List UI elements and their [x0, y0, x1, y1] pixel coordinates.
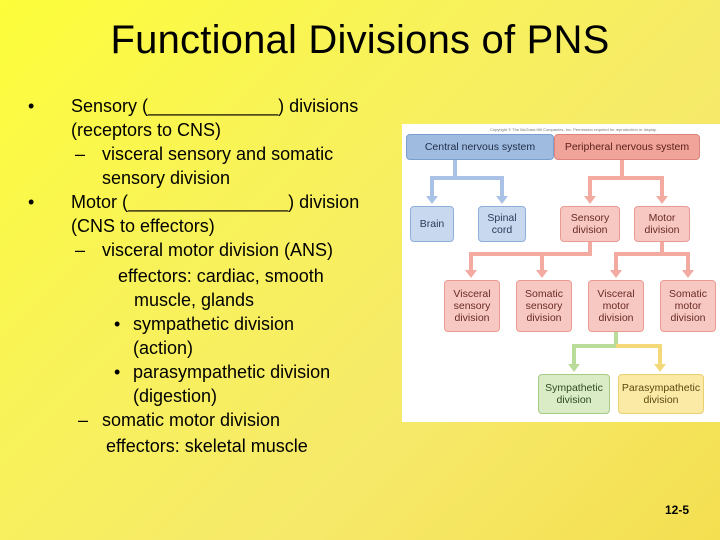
bullet-sensory-line2: (receptors to CNS): [71, 120, 222, 140]
slide-title: Functional Divisions of PNS: [110, 18, 610, 62]
sub-somatic-motor-line1: somatic motor division: [102, 410, 281, 430]
sympathetic-line2: (action): [133, 338, 194, 358]
sub-visceral-motor-line3: muscle, glands: [134, 290, 255, 310]
bullet-motor-line2: (CNS to effectors): [71, 216, 215, 236]
spinal-cord-box: Spinal cord: [478, 206, 526, 242]
dash-visceral-sensory: –: [75, 144, 86, 164]
parasympathetic-line1: parasympathetic division: [133, 362, 331, 382]
sympathetic-line1: sympathetic division: [133, 314, 295, 334]
motor-division-box: Motor division: [634, 206, 690, 242]
somatic-motor-box: Somatic motor division: [660, 280, 716, 332]
dash-somatic-motor: –: [78, 410, 89, 430]
slide-number: 12-5: [665, 503, 690, 517]
pns-diagram: [402, 124, 720, 422]
parasympathetic-line2: (digestion): [133, 386, 218, 406]
sub-somatic-motor-line2: effectors: skeletal muscle: [106, 436, 308, 456]
bullet-motor-line1: Motor (________________) division: [71, 192, 360, 212]
sub-sensory-line1: visceral sensory and somatic: [102, 144, 334, 164]
brain-box: Brain: [410, 206, 454, 242]
sub-visceral-motor-line1: visceral motor division (ANS): [102, 240, 334, 260]
bullet-sensory: •: [28, 96, 35, 116]
sub-sensory-line2: sensory division: [102, 168, 231, 188]
somatic-sensory-box: Somatic sensory division: [516, 280, 572, 332]
bullet-sensory-line1: Sensory (_____________) divisions: [71, 96, 359, 116]
sensory-division-box: Sensory division: [560, 206, 620, 242]
parasympathetic-box: Parasympathetic division: [618, 374, 704, 414]
dash-visceral-motor: –: [75, 240, 86, 260]
bullet-motor: •: [28, 192, 35, 212]
bullet-parasympathetic: •: [114, 362, 121, 382]
visceral-sensory-box: Visceral sensory division: [444, 280, 500, 332]
cns-box: Central nervous system: [406, 134, 554, 160]
sympathetic-box: Sympathetic division: [538, 374, 610, 414]
visceral-motor-box: Visceral motor division: [588, 280, 644, 332]
bullet-sympathetic: •: [114, 314, 121, 334]
pns-box: Peripheral nervous system: [554, 134, 700, 160]
sub-visceral-motor-line2: effectors: cardiac, smooth: [118, 266, 324, 286]
copyright-notice: Copyright © The McGraw-Hill Companies, Inc. Permission required for reproduction or display.: [490, 127, 657, 132]
